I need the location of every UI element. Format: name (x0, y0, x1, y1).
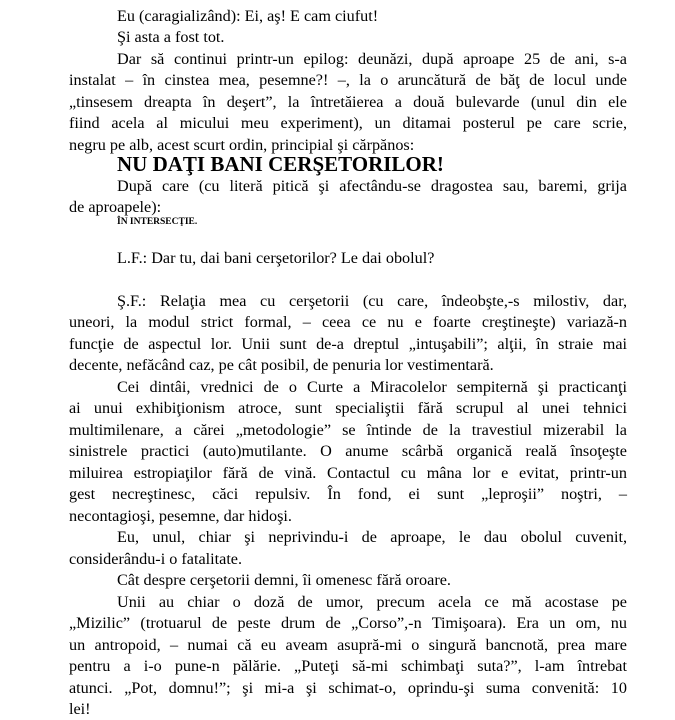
text-line: gest necreştinesc, căci repulsiv. În fond, ei sunt „leproşii” noştri, – (69, 485, 627, 503)
text-line: Cei dintâi, vrednici de o Curte a Miracolelor sempiternă şi practicanţi (117, 378, 627, 396)
text-line: Eu (caragializând): Ei, aş! E cam ciufut! (117, 7, 379, 25)
text-line: Ş.F.: Relaţia mea cu cerşetorii (cu care, îndeobşte,-s milostiv, dar, (117, 292, 627, 310)
text-line: miluirea estropiaţilor fără de vină. Contactul cu mâna lor e evitat, printr-un (69, 464, 627, 482)
text-line: L.F.: Dar tu, dai bani cerşetorilor? Le dai obolul? (117, 249, 435, 267)
text-line: Cât despre cerşetorii demni, îi omenesc fără oroare. (117, 571, 451, 589)
text-line: atunci. „Pot, domnu!”; şi mi-a şi schimat-o, oprindu-şi suma convenită: 10 (69, 679, 627, 697)
poster-subtext: ÎN INTERSECŢIE. (117, 217, 198, 227)
text-line: „tinsesem dreapta în deşert”, la întretăierea a două bulevarde (unul din ele (69, 93, 627, 111)
text-line: negru pe alb, acest scurt ordin, principial şi cărpănos: (69, 136, 415, 154)
text-line: multimilenare, a cărei „metodologie” se întinde de la travestiul mizerabil la (69, 421, 627, 439)
text-line: decente, nefăcând caz, pe cât posibil, de penuria lor vestimentară. (69, 356, 494, 374)
text-line: necontagioşi, pesemne, dar hidoşi. (69, 507, 292, 525)
text-line: Şi asta a fost tot. (117, 28, 225, 46)
text-line: pentru a i-o pune-n pălărie. „Puteţi să-mi schimbaţi suta?”, l-am întrebat (69, 657, 627, 675)
text-line: sinistrele practici (auto)mutilante. O anume scârbă organică reală însoţeşte (69, 442, 627, 460)
text-line: de aproapele): (69, 198, 162, 216)
text-line: instalat – în cinstea mea, pesemne?! –, la o aruncătură de băţ de locul unde (69, 71, 627, 89)
text-line: fiind acela al micului meu experiment), un ditamai posterul pe care scrie, (69, 114, 627, 132)
text-line: Dar să continui printr-un epilog: deunăzi, după aproape 25 de ani, s-a (117, 50, 627, 68)
text-line: uneori, la modul strict formal, – ceea ce nu e foarte creştineşte) variază-n (69, 313, 627, 331)
poster-heading: NU DAŢI BANI CERŞETORILOR! (117, 152, 444, 176)
text-line: ai unui exhibiţionism atroce, sunt specialiştii fără scrupul al unei tehnici (69, 399, 627, 417)
text-line: Unii au chiar o doză de umor, precum acela ce mă acostase pe (117, 593, 627, 611)
text-line: considerându-i o fatalitate. (69, 550, 243, 568)
text-line: După care (cu literă pitică şi afectându-se dragostea sau, baremi, grija (117, 177, 627, 195)
text-line: „Mizilic” (trotuarul de peste drum de „Corso”,-n Timişoara). Era un om, nu (69, 614, 627, 632)
text-line: un antropoid, – numai că eu aveam asupră-mi o singură bancnotă, prea mare (69, 636, 627, 654)
text-line: lei! (69, 700, 91, 718)
text-line: funcţie de aspectul lor. Unii sunt de-a dreptul „intuşabili”; alţii, în straie mai (69, 335, 627, 353)
text-line: Eu, unul, chiar şi neprivindu-i de aproape, le dau obolul cuvenit, (117, 528, 627, 546)
